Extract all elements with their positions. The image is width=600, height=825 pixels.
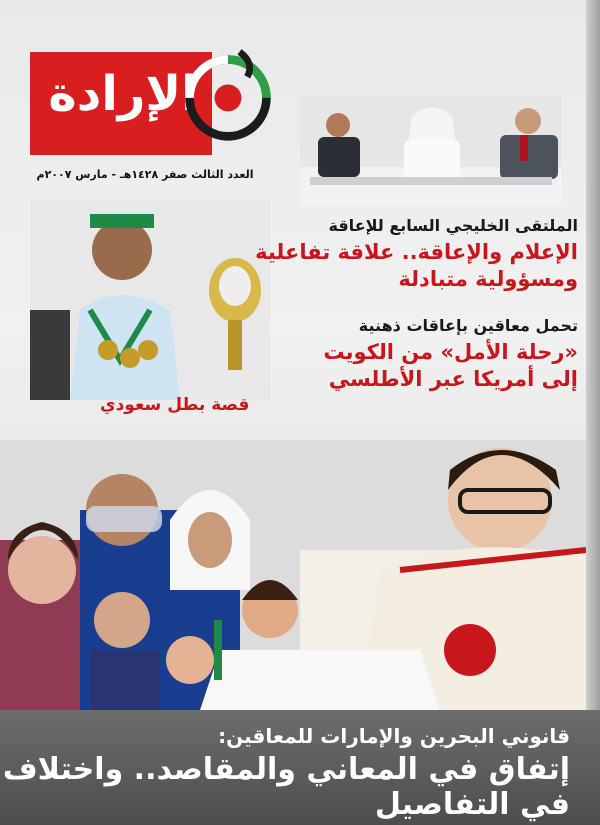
cover-spine <box>586 0 600 825</box>
bottom-headline-title: إتفاق في المعاني والمقاصد.. واختلاف في التفاصيل <box>2 752 570 822</box>
issue-line: العدد الثالث صفر ١٤٢٨هـ - مارس ٢٠٠٧م <box>36 168 254 181</box>
headline-1-kicker: الملتقى الخليجي السابع للإعاقة <box>328 216 578 235</box>
headline-1-title-line1: الإعلام والإعاقة.. علاقة تفاعلية <box>255 240 578 264</box>
photo-panel-children <box>0 440 586 710</box>
hero-caption: قصة بطل سعودي <box>100 395 250 415</box>
photo-panel-officials <box>300 95 562 205</box>
headline-2-title-line1: «رحلة الأمل» من الكويت <box>323 340 578 364</box>
headline-2-title-line2: إلى أمريكا عبر الأطلسي <box>328 367 578 391</box>
headline-1-title-line2: ومسؤولية متبادلة <box>398 267 578 291</box>
magazine-logo: الإرادة <box>48 66 198 122</box>
logo-ring-icon <box>180 48 276 144</box>
headline-2-kicker: تحمل معاقين بإعاقات ذهنية <box>358 316 578 335</box>
bottom-headline-kicker: قانوني البحرين والإمارات للمعاقين: <box>218 724 570 748</box>
photo-panel-champion <box>30 200 270 400</box>
